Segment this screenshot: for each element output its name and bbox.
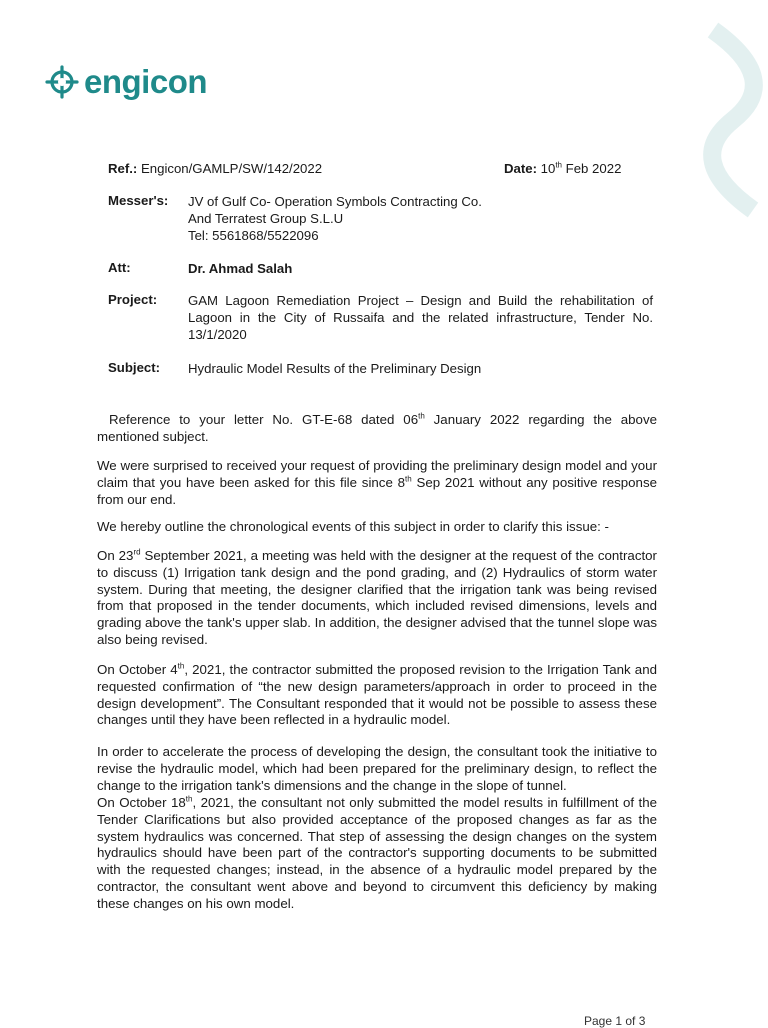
page-number: Page 1 of 3 [584,1014,646,1028]
superscript: th [405,474,412,484]
paragraph-text: In order to accelerate the process of developing the design, the consultant took the initiative to revise the hydraulic model, which had been prepared for the preliminary design, to reflect the change to the irrigation tank's dimensions and the change in the slope of tunnel. [97,744,657,793]
ref-label: Ref.: [108,161,138,176]
paragraph-text: Reference to your letter No. GT-E-68 dated 06 [109,412,419,427]
date-suffix: th [555,160,562,170]
brand-name: engicon [84,63,208,100]
paragraph-text: We hereby outline the chronological events of this subject in order to clarify this issue: - [97,519,609,534]
date-day: 10 [540,161,556,176]
superscript: th [177,661,185,671]
messers-value [188,193,653,244]
paragraph-september-meeting [97,548,657,649]
engicon-logo-icon [44,64,80,100]
paragraph-text: , 2021, the consultant not only submitted the model results in fulfillment of the Tender Clarifications but also provided acceptance of the proposed changes as far as the system hydraulics was concerned. That step of assessing the design changes on the system hydraulics should have been part of the contractor's supporting documents to be submitted with the requested changes; instead, in the absence of a hydraulic model prepared by the contractor, the consultant went above and beyond to circumvent this deficiency by making these changes on his own model. [97,795,657,911]
paragraph-text: On 23 [97,548,134,563]
project-value: GAM Lagoon Remediation Project – Design and Build the rehabilitation of Lagoon in the City of Russaifa and the related infrastructure, Tender No. 13/1/2020 [188,293,653,342]
ref-value: Engicon/GAMLP/SW/142/2022 [140,161,323,176]
paragraph-reference [97,412,657,446]
date-line [504,160,621,177]
superscript: th [418,411,425,421]
paragraph-surprise [97,458,657,508]
paragraph-text: Sep 2021 without any positive response from our end. [97,474,657,507]
paragraph-october-4 [97,662,657,729]
paragraph-outline [97,519,657,536]
paragraph-text: We were surprised to received your request of providing the preliminary design model and your claim that you have been asked for this file since 8 [97,458,657,490]
att-value: Dr. Ahmad Salah [188,261,293,276]
paragraph-text: January 2022 regarding the above mentioned subject. [97,412,657,444]
paragraph-october-18 [97,795,657,913]
subject-label: Subject: [108,360,161,375]
project-label: Project: [108,292,158,307]
superscript: th [185,794,193,804]
messers-line: JV of Gulf Co- Operation Symbols Contracting Co. [188,194,482,209]
messers-line: And Terratest Group S.L.U [188,211,344,226]
att-label: Att: [108,260,131,275]
superscript: rd [133,547,141,557]
paragraph-text: September 2021, a meeting was held with the designer at the request of the contractor to discuss (1) Irrigation tank design and the pond grading, and (2) Hydraulics of storm water system. During that meeting, the designer clarified that the irrigation tank was being revised from that proposed in the tender documents, which included revised dimensions, levels and grading above the tank's upper slab. In addition, the designer advised that the tunnel slope was also being revised. [97,548,657,647]
paragraph-text: On October 18 [97,795,186,810]
paragraph-text: , 2021, the contractor submitted the proposed revision to the Irrigation Tank and requested confirmation of “the new design parameters/approach in order to proceed in the design development”. The Consultant responded that it would not be possible to assess these changes until they have been reflected in a hydraulic model. [97,662,657,728]
engicon-logo [44,64,207,100]
date-label: Date: [504,161,537,176]
date-rest: Feb 2022 [565,161,622,176]
logo-watermark-icon [688,20,768,220]
paragraph-accelerate [97,744,657,794]
subject-value: Hydraulic Model Results of the Preliminary Design [188,361,482,376]
paragraph-text: On October 4 [97,662,178,677]
messers-label: Messer's: [108,193,169,208]
messers-line: Tel: 5561868/5522096 [188,228,319,243]
